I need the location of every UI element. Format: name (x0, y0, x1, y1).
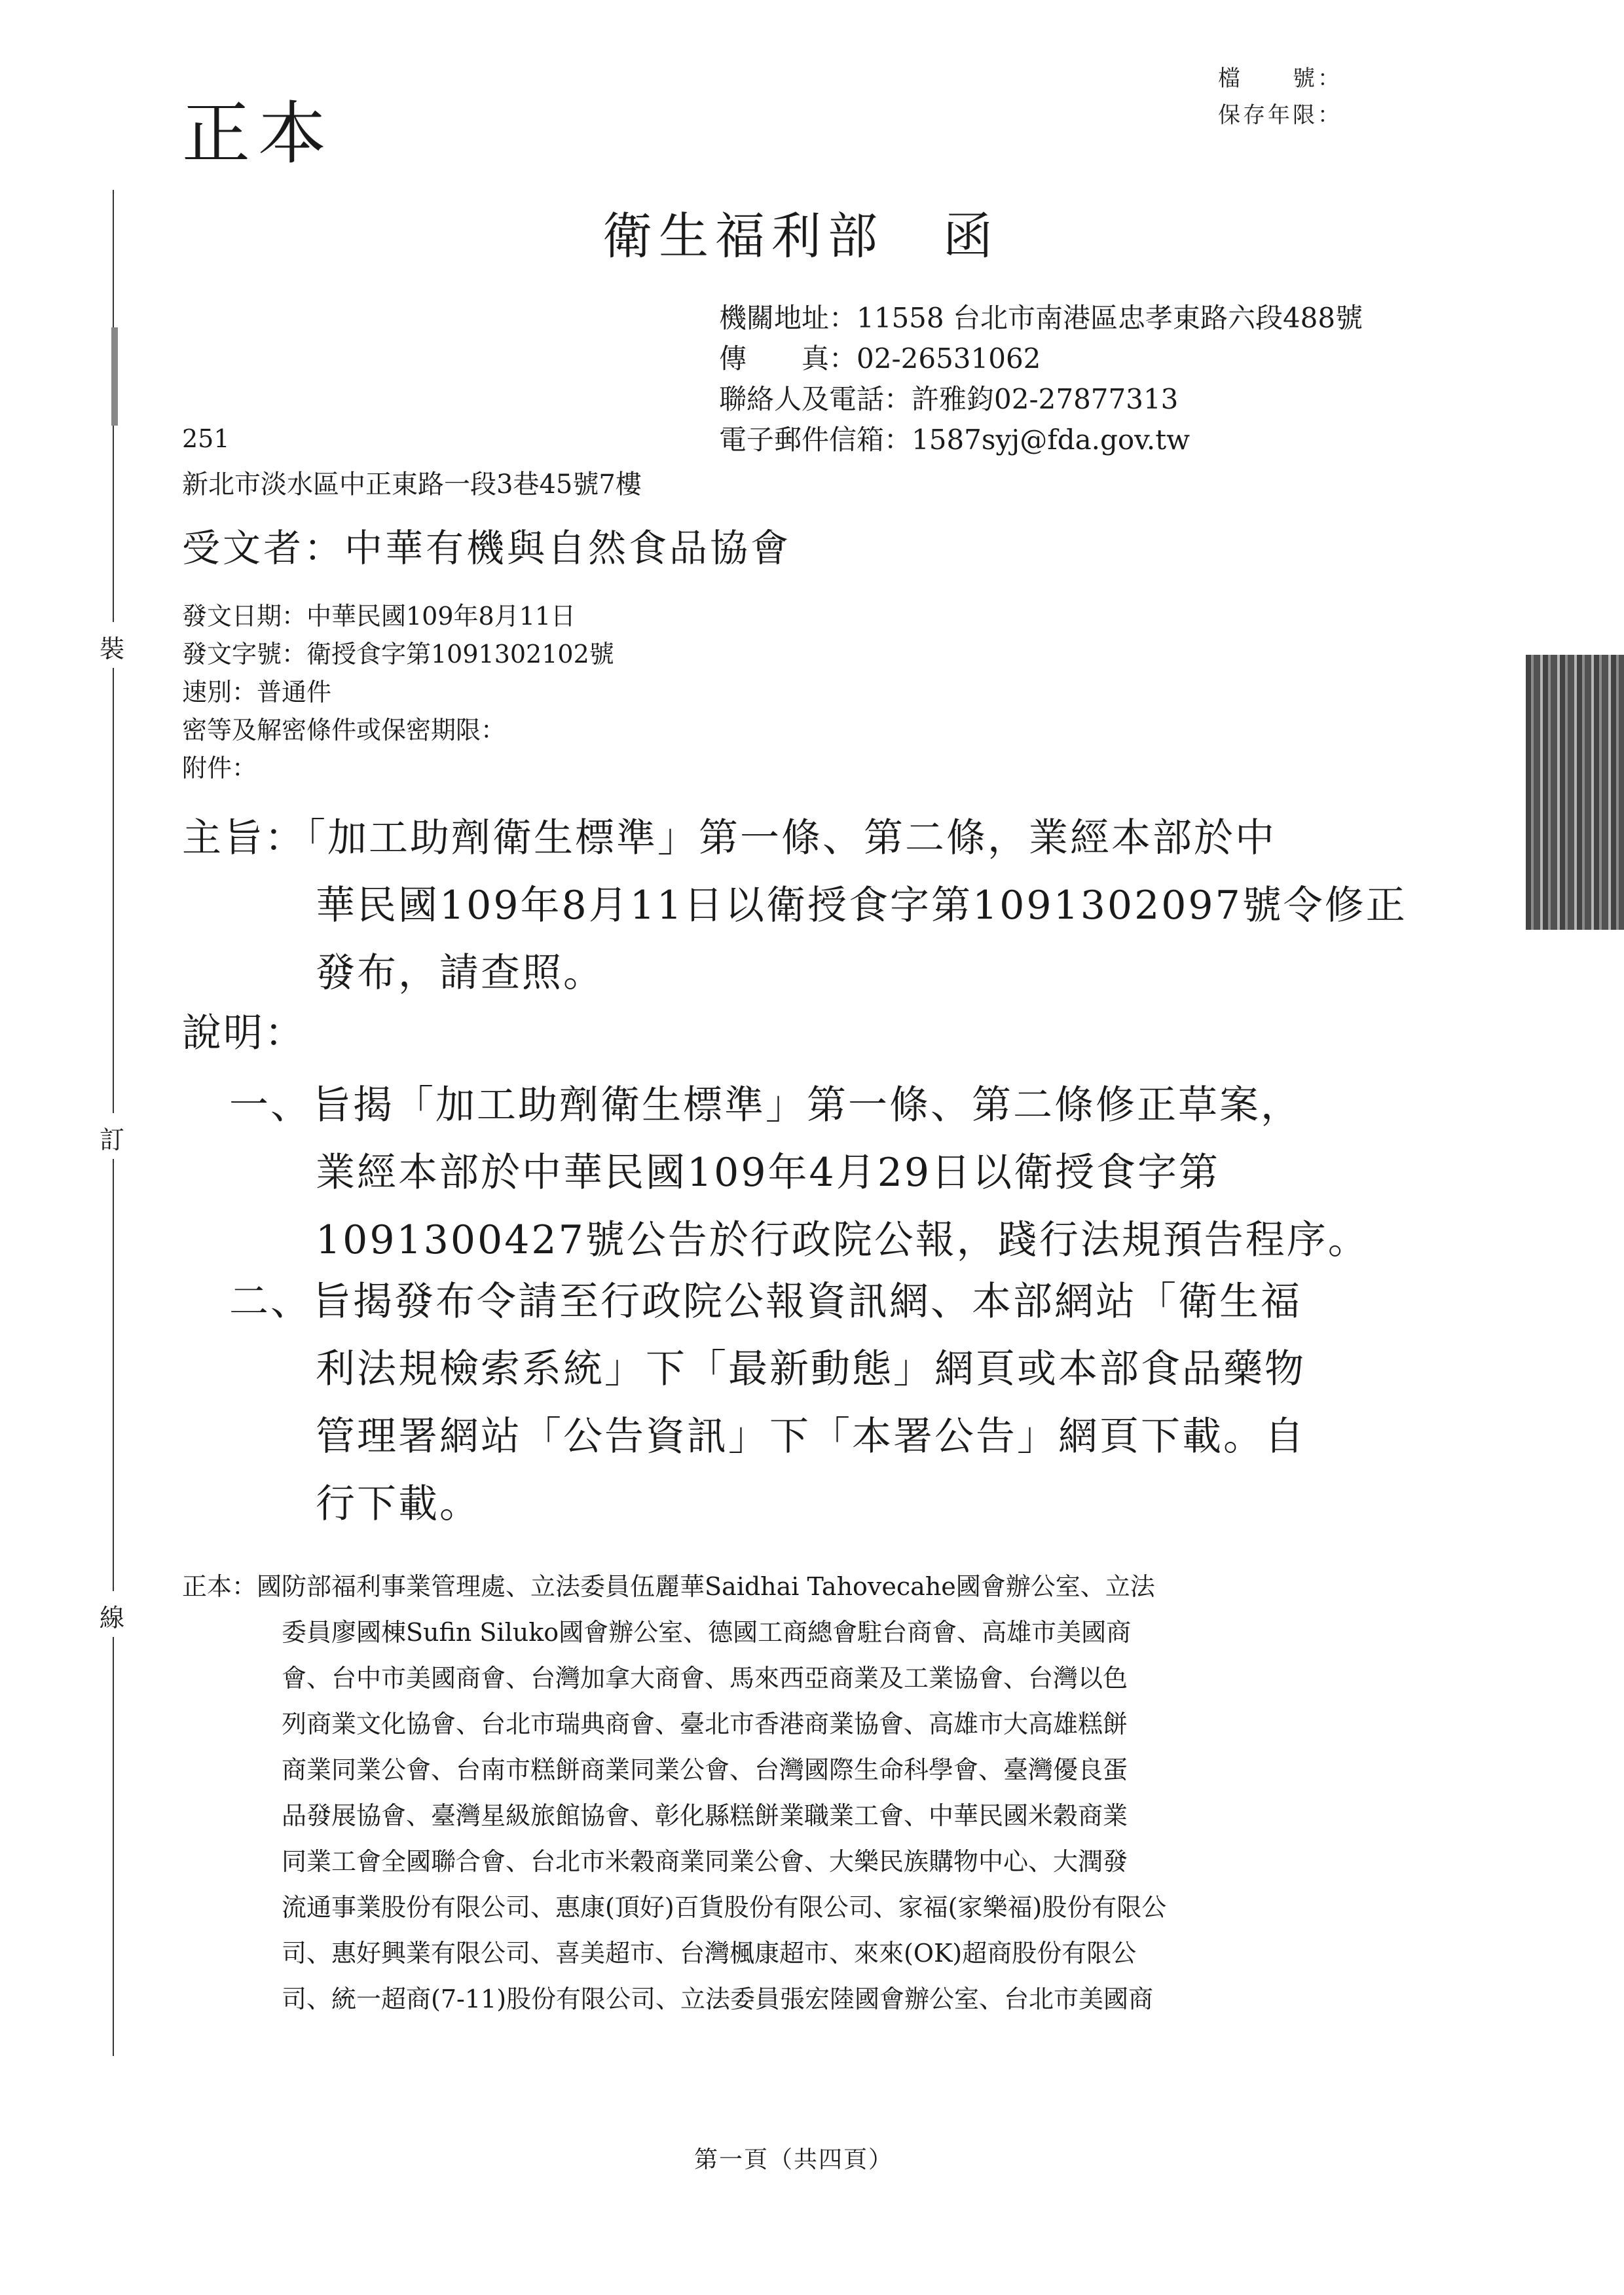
agency-contact: 聯絡人及電話：許雅鈞02-27877313 (719, 383, 1179, 415)
edge-seal-stamp (1526, 655, 1624, 930)
subject-line-3: 發布，請查照。 (316, 950, 604, 996)
retention-period-label: 保存年限： (1218, 102, 1342, 128)
document-number: 發文字號：衛授食字第1091302102號 (182, 640, 614, 669)
cc-line-3: 會、台中市美國商會、台灣加拿大商會、馬來西亞商業及工業協會、台灣以色 (282, 1664, 1128, 1693)
binding-char-zhuang: 裝 (100, 634, 125, 663)
cc-line-2: 委員廖國棟Sufin Siluko國會辦公室、德國工商總會駐台商會、高雄市美國商 (282, 1618, 1132, 1647)
agency-address: 機關地址：11558 台北市南港區忠孝東路六段488號 (719, 302, 1363, 334)
binding-char-ding: 訂 (100, 1126, 125, 1154)
subject-line-2: 華民國109年8月11日以衛授食字第1091302097號令修正 (316, 883, 1407, 928)
cc-line-9: 司、惠好興業有限公司、喜美超市、台灣楓康超市、來來(OK)超商股份有限公 (282, 1939, 1137, 1968)
original-copy-stamp: 正本 (182, 94, 335, 174)
agency-name: 衛生福利部 (602, 207, 884, 265)
recipient-address: 新北市淡水區中正東路一段3巷45號7樓 (182, 469, 642, 500)
cc-line-4: 列商業文化協會、台北市瑞典商會、臺北市香港商業協會、高雄市大高雄糕餅 (282, 1710, 1128, 1738)
item-2-line-3: 管理署網站「公告資訊」下「本署公告」網頁下載。自 (316, 1414, 1306, 1460)
cc-line-10: 司、統一超商(7-11)股份有限公司、立法委員張宏陸國會辦公室、台北市美國商 (282, 1985, 1154, 2013)
scan-artifact-mark (111, 327, 118, 426)
cc-line-8: 流通事業股份有限公司、惠康(頂好)百貨股份有限公司、家福(家樂福)股份有限公 (282, 1893, 1167, 1922)
binding-line-2 (113, 668, 114, 1113)
item-1-line-1: 一、旨揭「加工助劑衛生標準」第一條、第二條修正草案， (229, 1082, 1302, 1128)
binding-line-4 (113, 1637, 114, 2056)
document-type: 函 (943, 207, 999, 265)
confidentiality: 密等及解密條件或保密期限： (182, 716, 506, 744)
item-1-line-2: 業經本部於中華民國109年4月29日以衛授食字第 (316, 1150, 1221, 1196)
description-heading: 說明： (182, 1010, 306, 1056)
agency-fax: 傳 真：02-26531062 (719, 342, 1041, 375)
file-number-label: 檔 號： (1218, 65, 1342, 92)
item-2-line-2: 利法規檢索系統」下「最新動態」網頁或本部食品藥物 (316, 1346, 1306, 1392)
attachment: 附件： (182, 754, 257, 782)
cc-line-5: 商業同業公會、台南市糕餅商業同業公會、台灣國際生命科學會、臺灣優良蛋 (282, 1755, 1128, 1784)
binding-line-3 (113, 1159, 114, 1591)
recipient-postal-code: 251 (182, 424, 230, 453)
binding-char-xian: 線 (100, 1604, 125, 1632)
cc-line-7: 同業工會全國聯合會、台北市米穀商業同業公會、大樂民族購物中心、大潤發 (282, 1847, 1128, 1876)
cc-line-6: 品發展協會、臺灣星級旅館協會、彰化縣糕餅業職業工會、中華民國米穀商業 (282, 1801, 1128, 1830)
issue-date: 發文日期：中華民國109年8月11日 (182, 602, 576, 631)
document-title (602, 196, 999, 268)
agency-info (719, 298, 1363, 460)
recipient: 受文者：中華有機與自然食品協會 (182, 526, 792, 570)
cc-line-1: 正本：國防部福利事業管理處、立法委員伍麗華Saidhai Tahovecahe國會辦公室、立法 (182, 1572, 1155, 1601)
document-meta (182, 597, 614, 787)
delivery-speed: 速別：普通件 (182, 678, 332, 707)
item-1-line-3: 1091300427號公告於行政院公報，踐行法規預告程序。 (316, 1217, 1369, 1263)
subject-line-1: 主旨：「加工助劑衛生標準」第一條、第二條，業經本部於中 (182, 815, 1276, 861)
item-2-line-1: 二、旨揭發布令請至行政院公報資訊網、本部網站「衛生福 (229, 1279, 1302, 1325)
page-number: 第一頁（共四頁） (694, 2146, 894, 2173)
item-2-line-4: 行下載。 (316, 1481, 481, 1527)
agency-email: 電子郵件信箱：1587syj@fda.gov.tw (719, 424, 1190, 456)
